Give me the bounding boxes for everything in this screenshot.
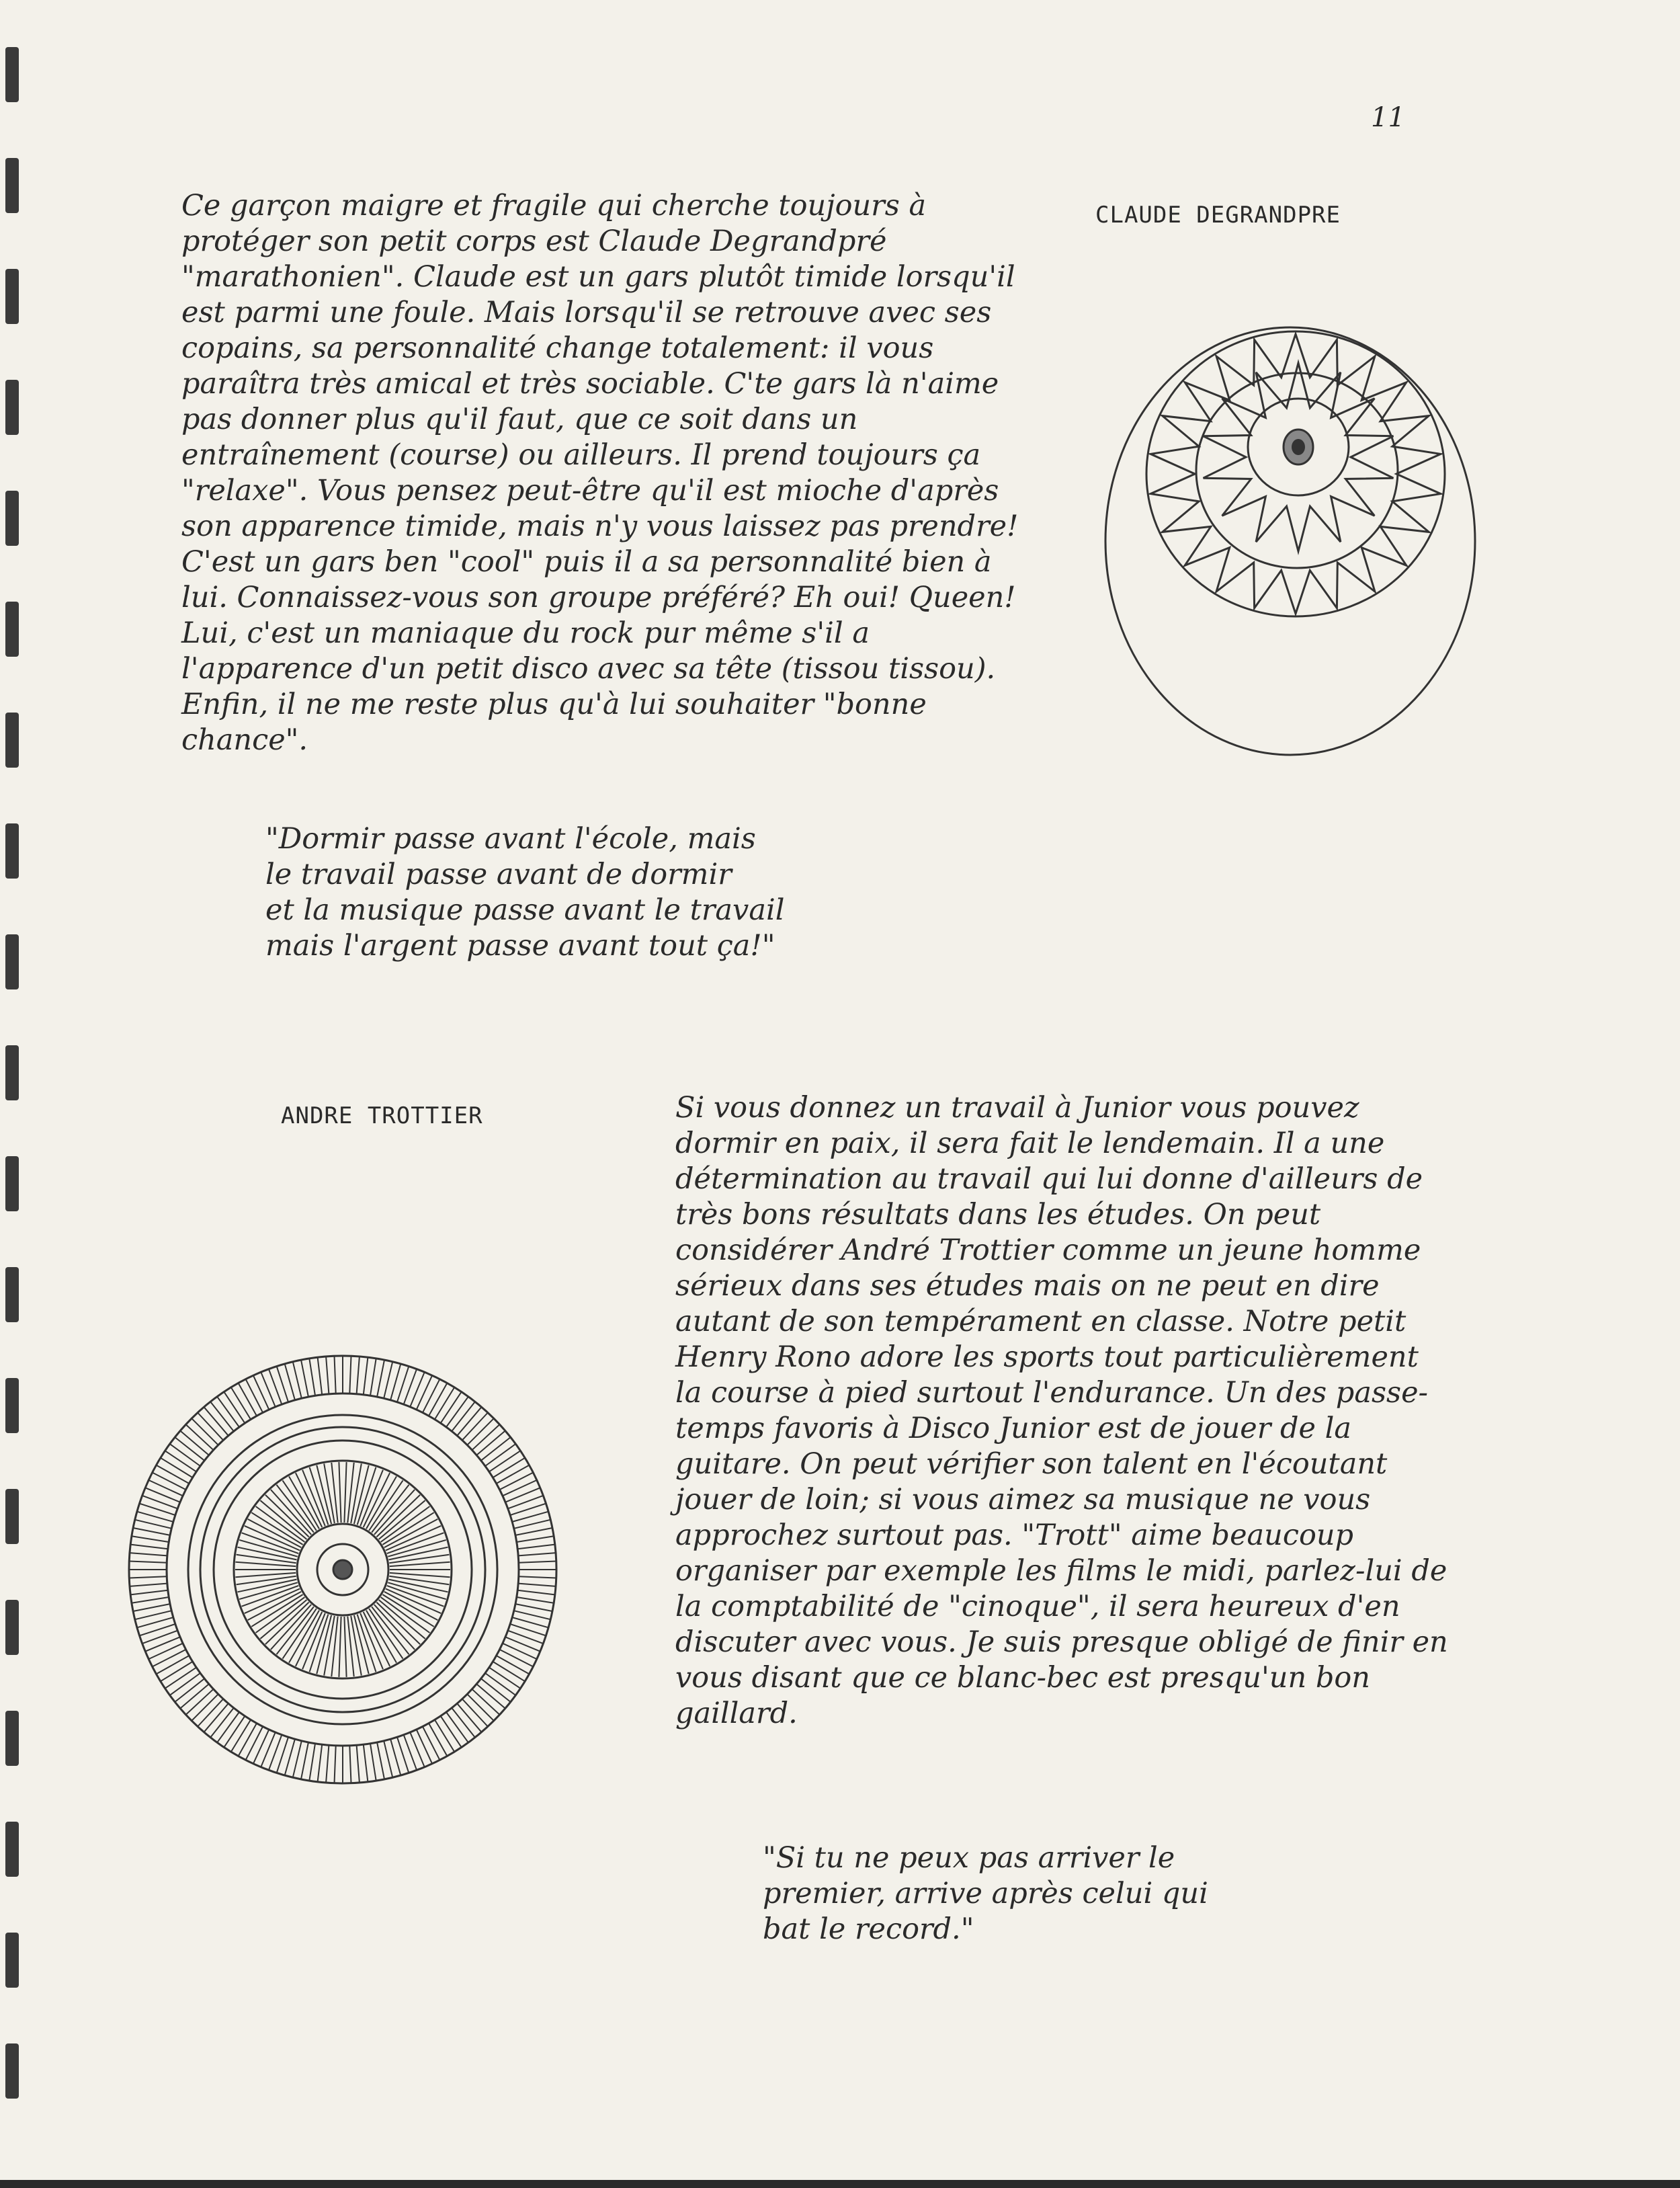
binder-hole: [5, 1711, 19, 1766]
page-bottom-edge: [0, 2180, 1680, 2188]
binder-hole: [5, 1267, 19, 1322]
binder-hole: [5, 47, 19, 102]
binder-hole: [5, 158, 19, 213]
binder-hole: [5, 1933, 19, 1988]
binder-hole: [5, 602, 19, 657]
binder-hole: [5, 1600, 19, 1655]
page-number: 11: [1371, 102, 1405, 133]
binder-hole: [5, 1822, 19, 1877]
binder-hole: [5, 713, 19, 768]
binder-hole: [5, 823, 19, 879]
quote-andre: "Si tu ne peux pas arriver le premier, arrive après celui qui bat le record.": [763, 1841, 1208, 1946]
binder-hole: [5, 934, 19, 989]
section-heading-claude: CLAUDE DEGRANDPRE: [1095, 202, 1341, 229]
drawing-sun-eye: [1095, 316, 1485, 760]
binder-hole: [5, 491, 19, 546]
binder-hole: [5, 1378, 19, 1433]
binder-holes: [5, 47, 19, 2164]
quote-claude: "Dormir passe avant l'école, mais le travail passe avant de dormir et la musique passe avant le travail mais l'argent passe avant tout ça!": [265, 822, 785, 963]
section-heading-andre: ANDRE TROTTIER: [281, 1102, 483, 1129]
paragraph-andre: Si vous donnez un travail à Junior vous pouvez dormir en paix, il sera fait le lendemain. Il a une détermination au travail qui lui donne d'ailleurs de très bons résultats dans les études. On peut considérer André Trottier comme un jeune homme sérieux dans ses études mais on ne peut en dire autant de son tempérament en classe. Notre petit Henry Rono adore les sports tout particulièrement la course à pied surtout l'endurance. Un des passe-temps favoris à Disco Junior est de jouer de la guitare. On peut vérifier son talent en l'écoutant jouer de loin; si vous aimez sa musique ne vous approchez surtout pas. "Trott" aime beaucoup organiser par exemple les films le midi, parlez-lui de la comptabilité de "cinoque", il sera heureux d'en discuter avec vous. Je suis presque obligé de finir en vous disant que ce blanc-bec est presqu'un bon gaillard.: [675, 1091, 1448, 1730]
binder-hole: [5, 269, 19, 324]
binder-hole: [5, 1045, 19, 1100]
binder-hole: [5, 2043, 19, 2099]
binder-hole: [5, 1489, 19, 1544]
drawing-concentric-circles: [124, 1351, 561, 1788]
paragraph-claude: Ce garçon maigre et fragile qui cherche toujours à protéger son petit corps est Claude Degrandpré "marathonien". Claude est un gars plutôt timide lorsqu'il est parmi une foule. Mais lorsqu'il se retrouve avec ses copains, sa personnalité change totalement: il vous paraîtra très amical et très sociable. C'te gars là n'aime pas donner plus qu'il faut, que ce soit dans un entraînement (course) ou ailleurs. Il prend toujours ça "relaxe". Vous pensez peut-être qu'il est mioche d'après son apparence timide, mais n'y vous laissez pas prendre! C'est un gars ben "cool" puis il a sa personnalité bien à lui. Connaissez-vous son groupe préféré? Eh oui! Queen! Lui, c'est un maniaque du rock pur même s'il a l'apparence d'un petit disco avec sa tête (tissou tissou). Enfin, il ne me reste plus qu'à lui souhaiter "bonne chance".: [181, 189, 1019, 757]
binder-hole: [5, 380, 19, 435]
binder-hole: [5, 1156, 19, 1211]
